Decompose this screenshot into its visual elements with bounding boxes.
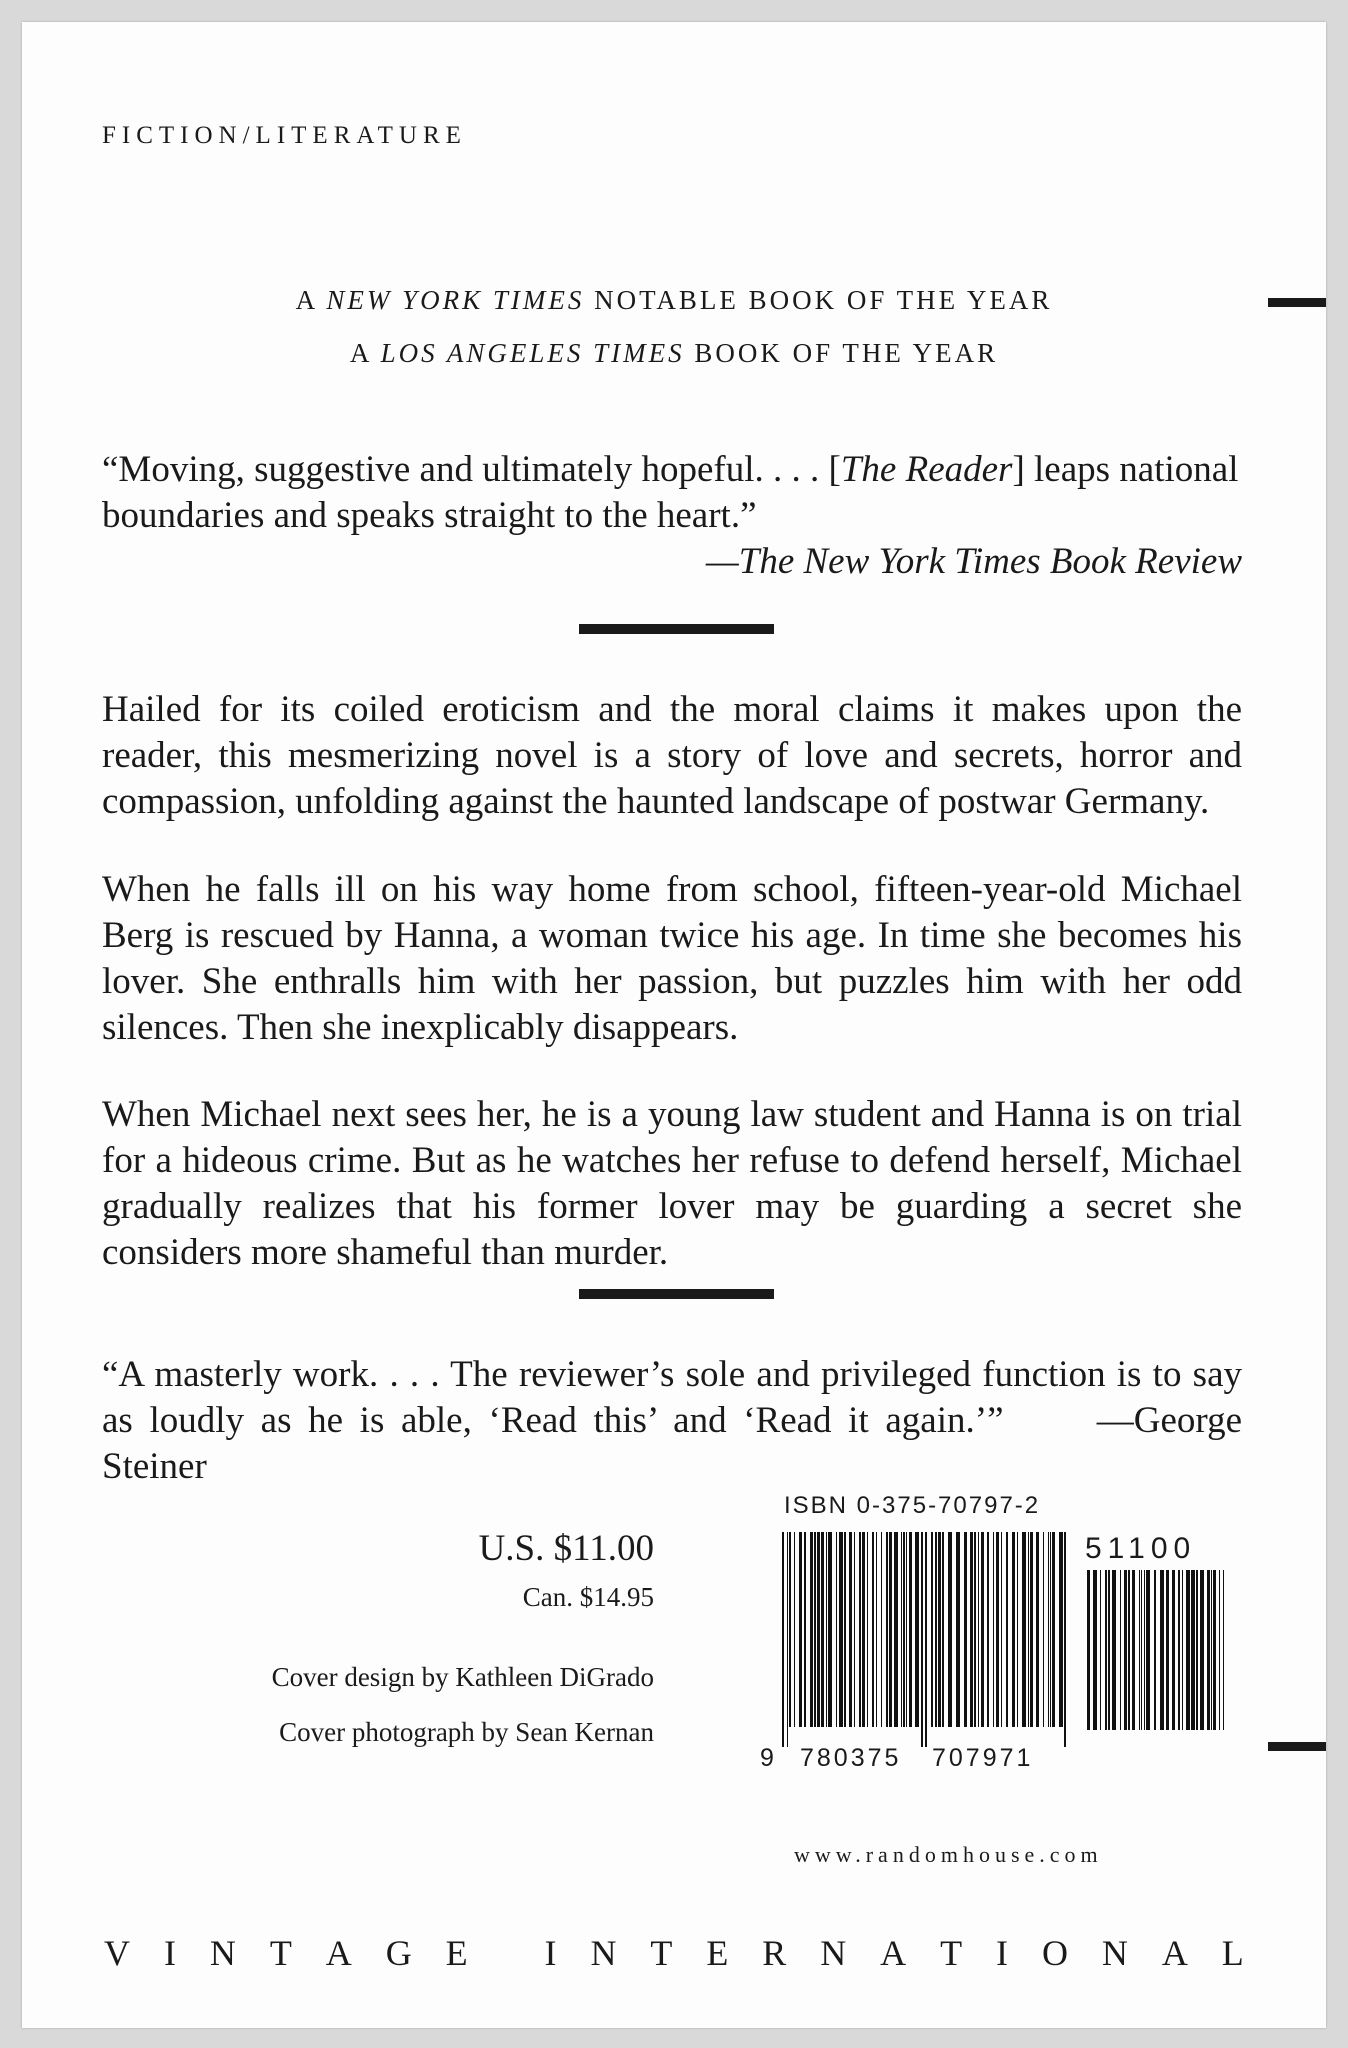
accolade-lat: A LOS ANGELES TIMES BOOK OF THE YEAR (349, 338, 999, 368)
barcode-bar (1108, 1570, 1110, 1730)
barcode-bar (821, 1532, 824, 1727)
quote-attribution: —The New York Times Book Review (705, 541, 1242, 582)
cover-design-credit: Cover design by Kathleen DiGrado (271, 1662, 654, 1692)
barcode-bar (901, 1532, 902, 1727)
description-paragraph: Hailed for its coiled eroticism and the moral claims it makes upon the reader, this mesmerizing novel is a story of love and secrets, horror and compassion, unfolding against the haunted landscape of postwar Germany. (102, 689, 1242, 822)
barcode-bar (810, 1532, 813, 1727)
barcode-bar (1132, 1570, 1135, 1730)
barcode-bar (876, 1532, 877, 1727)
barcode-bar (1213, 1570, 1216, 1730)
barcode-bar (1050, 1532, 1051, 1727)
accolade-source: NEW YORK TIMES (326, 285, 585, 315)
price-us: U.S. $11.00 (478, 1528, 654, 1569)
barcode-bar (1182, 1570, 1183, 1730)
barcode-bar (1006, 1532, 1008, 1727)
barcode-bar (1017, 1532, 1018, 1727)
edge-mark (1268, 298, 1326, 307)
isbn-barcode (782, 1532, 1067, 1747)
barcode-bar (794, 1532, 795, 1727)
barcode-bar (1036, 1532, 1039, 1727)
review-quote: “A masterly work. . . . The reviewer’s sole and privileged function is to say as loudly as he is able, ‘Read this’ and ‘Read it again.’” —George Steiner (102, 1354, 1242, 1487)
barcode-bar (886, 1532, 888, 1727)
description-paragraph: When he falls ill on his way home from school, fifteen-year-old Michael Berg is rescued by Hanna, a woman twice his age. In time she becomes his lover. She enthralls him with her passion, but puzzles him with her odd silences. Then she inexplicably disappears. (102, 869, 1242, 1048)
barcode-bar (859, 1532, 861, 1727)
barcode-bar (789, 1532, 791, 1727)
barcode-bar (942, 1532, 944, 1727)
barcode-bar (915, 1532, 919, 1727)
barcode-bar (956, 1532, 960, 1727)
barcode-bar (862, 1532, 865, 1727)
barcode-bar (1196, 1570, 1198, 1730)
barcode-bar (844, 1532, 846, 1727)
barcode-bar (1112, 1570, 1116, 1730)
barcode-bar (1223, 1570, 1224, 1730)
imprint-letter: I (163, 1933, 176, 1973)
barcode-bar (1191, 1570, 1195, 1730)
barcode-bar (1052, 1532, 1055, 1727)
imprint-letter: N (209, 1933, 236, 1973)
imprint-letter: T (269, 1933, 292, 1973)
barcode-bar (921, 1532, 923, 1747)
barcode-bar (889, 1532, 892, 1727)
barcode-bar (1028, 1532, 1029, 1727)
isbn-text: ISBN 0-375-70797-2 (784, 1492, 1041, 1519)
imprint-letter: I (996, 1933, 1009, 1973)
imprint-letter: G (385, 1933, 412, 1973)
barcode-bar (839, 1532, 843, 1727)
barcode-bar (836, 1532, 837, 1727)
barcode-bar (814, 1532, 816, 1727)
imprint-letter: I (544, 1933, 557, 1973)
imprint-letter: O (1041, 1933, 1068, 1973)
description-paragraph: When Michael next sees her, he is a young law student and Hanna is on trial for a hideous crime. But as he watches her refuse to defend herself, Michael gradually realizes that his former lover may be guarding a secret she considers more shameful than murder. (102, 1094, 1242, 1273)
addon-barcode (1087, 1570, 1227, 1730)
imprint-letter (502, 1932, 511, 1974)
barcode-bar (981, 1532, 984, 1727)
barcode-bar (817, 1532, 820, 1727)
barcode-digit-lead: 9 (760, 1744, 776, 1772)
barcode-bar (1087, 1570, 1090, 1730)
barcode-bar (1001, 1532, 1002, 1727)
divider (579, 1289, 774, 1299)
accolade-nyt: A NEW YORK TIMES NOTABLE BOOK OF THE YEAR (295, 285, 1053, 315)
barcode-bar (1141, 1570, 1142, 1730)
barcode-bar (849, 1532, 852, 1727)
barcode-bar (1059, 1532, 1063, 1727)
barcode-bar (925, 1532, 927, 1747)
barcode-bar (799, 1532, 802, 1727)
imprint-letter: T (650, 1933, 673, 1973)
barcode-bar (1166, 1570, 1169, 1730)
barcode-digits-right: 707971 (932, 1744, 1034, 1772)
barcode-bar (1172, 1570, 1175, 1730)
barcode-bar (1144, 1570, 1145, 1730)
barcode-bar (1200, 1570, 1204, 1730)
barcode-bar (1064, 1532, 1066, 1747)
barcode-bar (903, 1532, 905, 1727)
edge-mark (1268, 1742, 1326, 1751)
barcode-bar (894, 1532, 898, 1727)
website: www.randomhouse.com (794, 1842, 1103, 1867)
barcode-bar (935, 1532, 937, 1727)
barcode-bar (1043, 1532, 1044, 1727)
barcode-bar (1154, 1570, 1156, 1730)
imprint-letter: T (940, 1933, 963, 1973)
imprint-letter: A (1161, 1933, 1188, 1973)
barcode-bar (787, 1532, 788, 1747)
barcode-bar (948, 1532, 952, 1727)
price-can: Can. $14.95 (522, 1582, 654, 1612)
barcode-bar (1160, 1570, 1164, 1730)
barcode-bar (1178, 1570, 1180, 1730)
barcode-bar (987, 1532, 989, 1727)
barcode-bar (867, 1532, 868, 1727)
barcode-bar (1146, 1570, 1150, 1730)
barcode-bar (938, 1532, 941, 1727)
barcode-bar (909, 1532, 912, 1727)
quote-attribution: —George Steiner (102, 1400, 1242, 1487)
barcode-bar (872, 1532, 874, 1727)
barcode-bar (974, 1532, 976, 1727)
imprint-letter: R (762, 1933, 787, 1973)
barcode-bar (996, 1532, 999, 1727)
imprint-letter: A (880, 1933, 907, 1973)
barcode-bar (854, 1532, 855, 1727)
cover-photo-credit: Cover photograph by Sean Kernan (279, 1717, 654, 1747)
barcode-bar (964, 1532, 967, 1727)
imprint-letter: N (590, 1933, 617, 1973)
barcode-bar (1219, 1570, 1220, 1730)
barcode-bar (906, 1532, 907, 1727)
barcode-bar (804, 1532, 806, 1727)
barcode-bar (931, 1532, 933, 1727)
imprint-letter: N (820, 1933, 847, 1973)
barcode-bar (1211, 1570, 1212, 1730)
barcode-bar (1022, 1532, 1026, 1727)
divider (579, 624, 774, 634)
barcode-bar (1186, 1570, 1190, 1730)
barcode-bar (828, 1532, 832, 1727)
barcode-bar (1030, 1532, 1033, 1727)
barcode-digits-left: 780375 (800, 1744, 902, 1772)
barcode-bar (782, 1532, 784, 1747)
barcode-bar (881, 1532, 882, 1727)
barcode-bar (970, 1532, 973, 1727)
barcode-bar (993, 1532, 994, 1727)
back-cover (22, 22, 1326, 2028)
addon-digits: 51100 (1085, 1532, 1197, 1565)
imprint-letter: A (325, 1933, 352, 1973)
barcode-bar (826, 1532, 827, 1727)
barcode-bar (1048, 1532, 1049, 1727)
barcode-bar (1120, 1570, 1121, 1730)
imprint-logo (104, 1932, 1244, 1974)
review-quote: “Moving, suggestive and ultimately hopeful. . . . [The Reader] leaps national boundaries and speaks straight to the heart.” —The New York Times Book Review (102, 447, 1242, 585)
barcode-bar (1105, 1570, 1107, 1730)
imprint-letter: E (706, 1933, 729, 1973)
barcode-bar (1139, 1570, 1140, 1730)
imprint-letter: V (104, 1933, 130, 1973)
category-label: FICTION/LITERATURE (102, 122, 467, 149)
barcode-bar (1012, 1532, 1015, 1727)
imprint-letter: E (445, 1933, 468, 1973)
imprint-letter: N (1101, 1933, 1128, 1973)
accolade-source: LOS ANGELES TIMES (380, 338, 685, 368)
barcode-bar (1207, 1570, 1210, 1730)
barcode-bar (1100, 1570, 1101, 1730)
barcode-bar (978, 1532, 979, 1727)
barcode-bar (1093, 1570, 1097, 1730)
barcode-bar (1128, 1570, 1130, 1730)
imprint-letter: L (1221, 1933, 1244, 1973)
barcode-bar (1124, 1570, 1127, 1730)
